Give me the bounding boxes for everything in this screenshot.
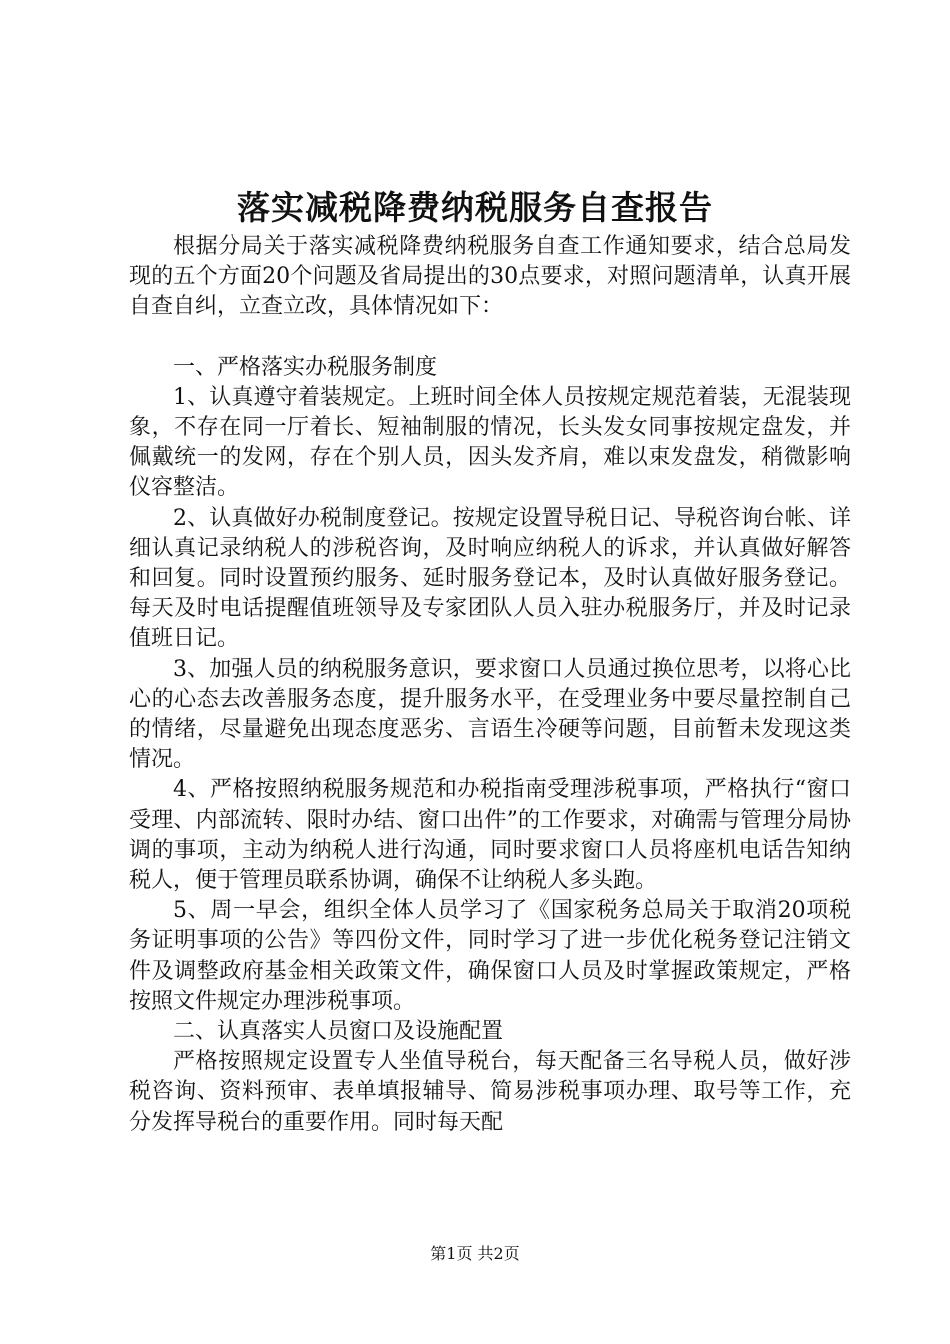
- document-title: 落实减税降费纳税服务自查报告: [237, 188, 713, 227]
- body-paragraph: 5、周一早会，组织全体人员学习了《国家税务总局关于取消20项税务证明事项的公告》等四份文件，同时学习了进一步优化税务登记注销文件及调整政府基金相关政策文件，确保窗口人员及时掌握政策规定，严格按照文件规定办理涉税事项。: [129, 898, 851, 1014]
- body-paragraph: 4、严格按照纳税服务规范和办税指南受理涉税事项，严格执行“窗口受理、内部流转、限时办结、窗口出件”的工作要求，对确需与管理分局协调的事项，主动为纳税人进行沟通，同时要求窗口人员将座机电话告知纳税人，便于管理员联系协调，确保不让纳税人多头跑。: [129, 777, 851, 894]
- body-paragraph: 2、认真做好办税制度登记。按规定设置导税日记、导税咨询台帐、详细认真记录纳税人的涉税咨询，及时响应纳税人的诉求，并认真做好解答和回复。同时设置预约服务、延时服务登记本，及时认真做好服务登记。每天及时电话提醒值班领导及专家团队人员入驻办税服务厅，并及时记录值班日记。: [129, 505, 851, 652]
- section-heading-2: 二、认真落实人员窗口及设施配置: [173, 1019, 504, 1045]
- body-paragraph: 严格按照规定设置专人坐值导税台，每天配备三名导税人员，做好涉税咨询、资料预审、表单填报辅导、简易涉税事项办理、取号等工作，充分发挥导税台的重要作用。同时每天配: [129, 1049, 851, 1135]
- body-paragraph: 3、加强人员的纳税服务意识，要求窗口人员通过换位思考，以将心比心的心态去改善服务态度，提升服务水平，在受理业务中要尽量控制自己的情绪，尽量避免出现态度恶劣、言语生冷硬等问题，目前暂未发现这类情况。: [129, 656, 851, 773]
- body-paragraph: 1、认真遵守着装规定。上班时间全体人员按规定规范着装，无混装现象，不存在同一厅着长、短袖制服的情况，长头发女同事按规定盘发，并佩戴统一的发网，存在个别人员，因头发齐肩，难以束发盘发，稍微影响仪容整洁。: [129, 384, 851, 501]
- intro-paragraph: 根据分局关于落实减税降费纳税服务自查工作通知要求，结合总局发现的五个方面20个问题及省局提出的30点要求，对照问题清单，认真开展自查自纠，立查立改，具体情况如下：: [129, 234, 851, 320]
- section-heading-1: 一、严格落实办税服务制度: [173, 354, 438, 380]
- page-number: 第1页 共2页: [430, 1244, 520, 1263]
- document-body: [129, 232, 851, 1138]
